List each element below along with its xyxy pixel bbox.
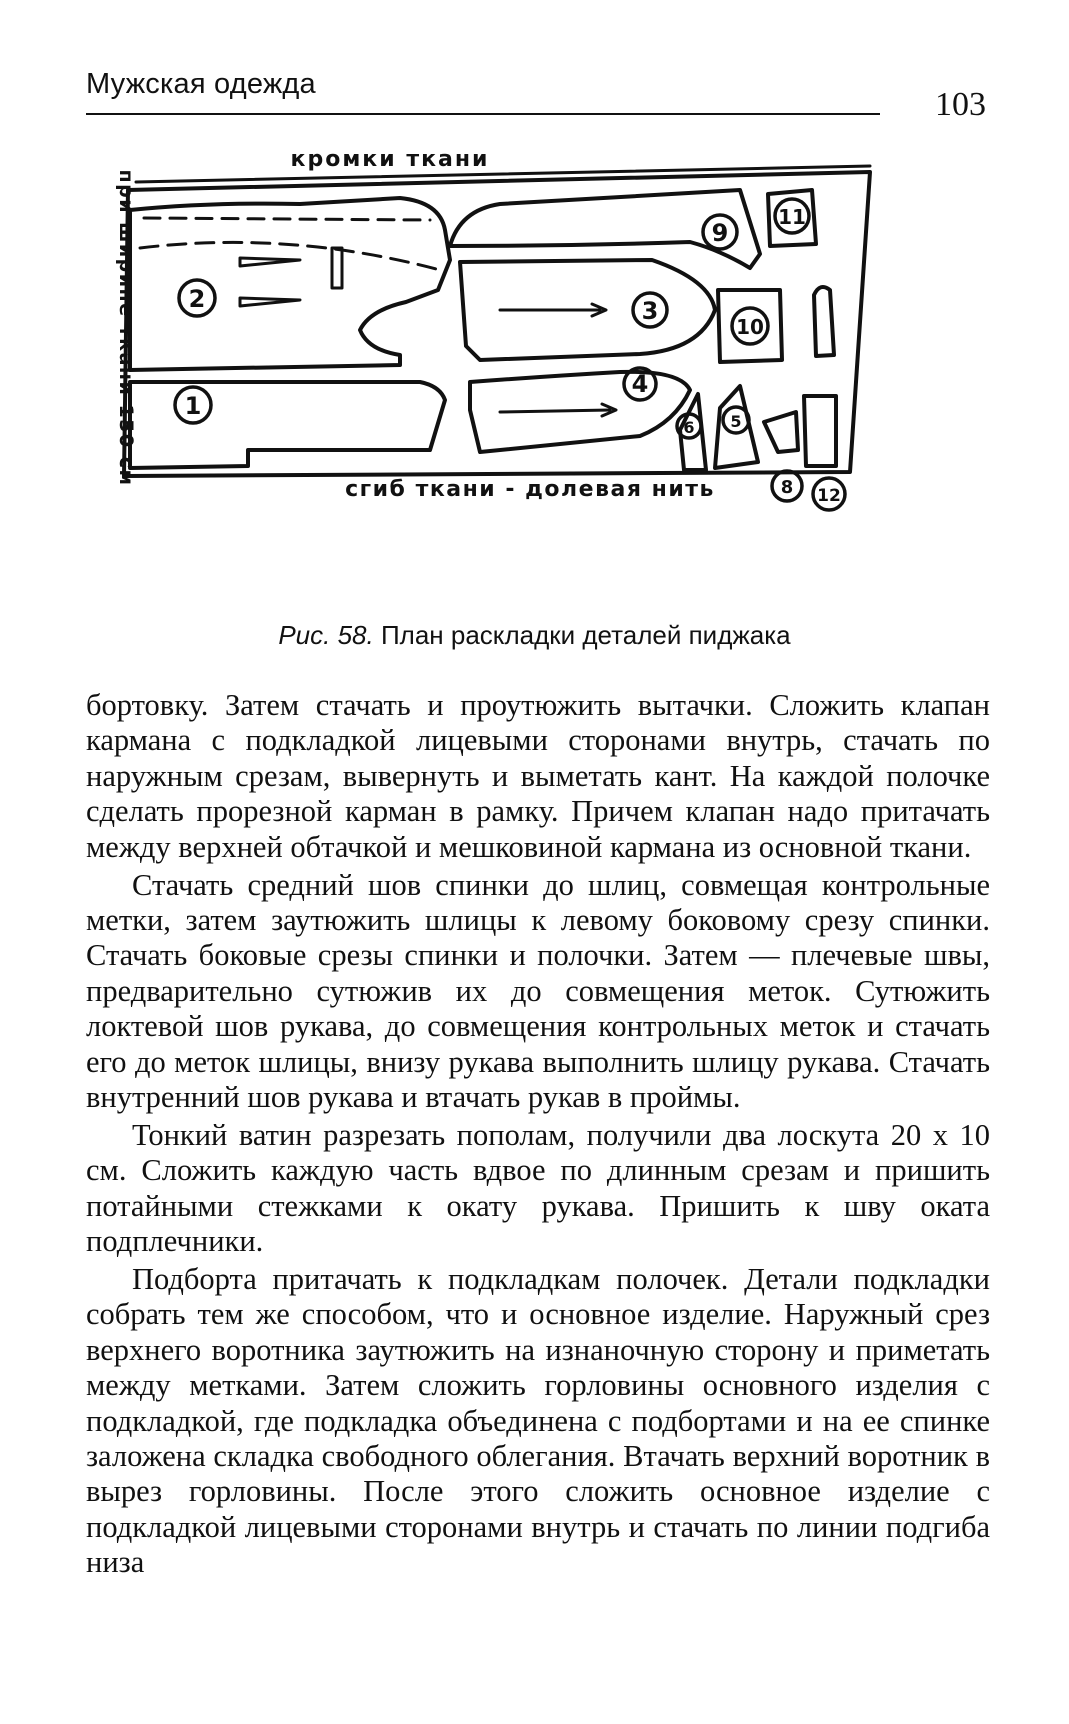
piece-number-1: 1 — [184, 392, 202, 420]
bottom-label: сгиб ткани - долевая нить — [345, 477, 715, 502]
piece-number-6: 6 — [683, 418, 695, 437]
piece-number-4: 4 — [631, 370, 649, 398]
layout-diagram-svg — [100, 150, 960, 580]
layout-diagram — [100, 150, 960, 580]
piece-number-2: 2 — [188, 285, 206, 313]
piece-2-dashed-line — [144, 218, 430, 220]
piece-number-10: 10 — [736, 315, 764, 339]
piece-8-outline — [764, 412, 798, 452]
figure-caption-label: Рис. 58. — [278, 620, 374, 650]
piece-2-outline — [130, 198, 450, 370]
running-title: Мужская одежда — [86, 68, 316, 100]
piece-2-dart-2 — [240, 298, 300, 306]
page-number: 103 — [935, 86, 986, 123]
piece-number-12: 12 — [817, 486, 841, 506]
paragraph: бортовку. Затем стачать и проутюжить вытачки. Сложить клапан кармана с подкладкой лицевыми сторонами внутрь, стачать по наружным срезам, вывернуть и выметать кант. На каждой полочке сделать прорезной карман в рамку. Причем клапан надо притачать между верхней обтачкой и мешковиной кармана из основной ткани. — [86, 688, 990, 864]
piece-number-8: 8 — [780, 477, 794, 498]
piece-4-grain — [500, 410, 610, 412]
strip-right — [814, 287, 834, 356]
figure-caption-text: План раскладки деталей пиджака — [373, 620, 791, 650]
piece-12-strip — [804, 396, 836, 466]
top-label: кромки ткани — [290, 150, 490, 172]
piece-number-11: 11 — [778, 205, 806, 229]
figure-caption — [0, 620, 1069, 651]
side-label: при ширине ткани 150 см — [115, 169, 137, 487]
paragraph: Стачать средний шов спинки до шлиц, совмещая контрольные метки, затем заутюжить шлицы к левому боковому срезу спинки. Стачать боковые срезы спинки и полочки. Затем — плечевые швы, предварительно сутюжив их до совмещения меток. Сутюжить локтевой шов рукава, до совмещения контрольных меток и стачать его до меток шлицы, внизу рукава выполнить шлицу рукава. Стачать внутренний шов рукава и втачать рукав в проймы. — [86, 867, 990, 1114]
header-rule — [86, 113, 880, 115]
body-text — [86, 688, 990, 1583]
piece-number-5: 5 — [730, 412, 742, 431]
piece-2-pocket — [332, 248, 342, 288]
paragraph: Тонкий ватин разрезать пополам, получили два лоскута 20 х 10 см. Сложить каждую часть вдвое по длинным срезам и пришить потайными стежками к окату рукава. Пришить к шву оката подплечники. — [86, 1117, 990, 1259]
piece-number-3: 3 — [641, 297, 659, 325]
piece-2-dart — [240, 258, 300, 266]
piece-2-dashed-line-2 — [140, 242, 440, 270]
paragraph: Подборта притачать к подкладкам полочек. Детали подкладки собрать тем же способом, что и основное изделие. Наружный срез верхнего воротника заутюжить на изнаночную сторону и приметать между метками. Затем сложить горловины основного изделия с подкладкой, где подкладка объединена с подбортами и на ее спинке заложена складка свободного облегания. Втачать верхний воротник в вырез горловины. После этого сложить основное изделие с подкладкой лицевыми сторонами внутрь и стачать по линии подгиба низа — [86, 1262, 990, 1580]
piece-number-9: 9 — [711, 219, 729, 247]
